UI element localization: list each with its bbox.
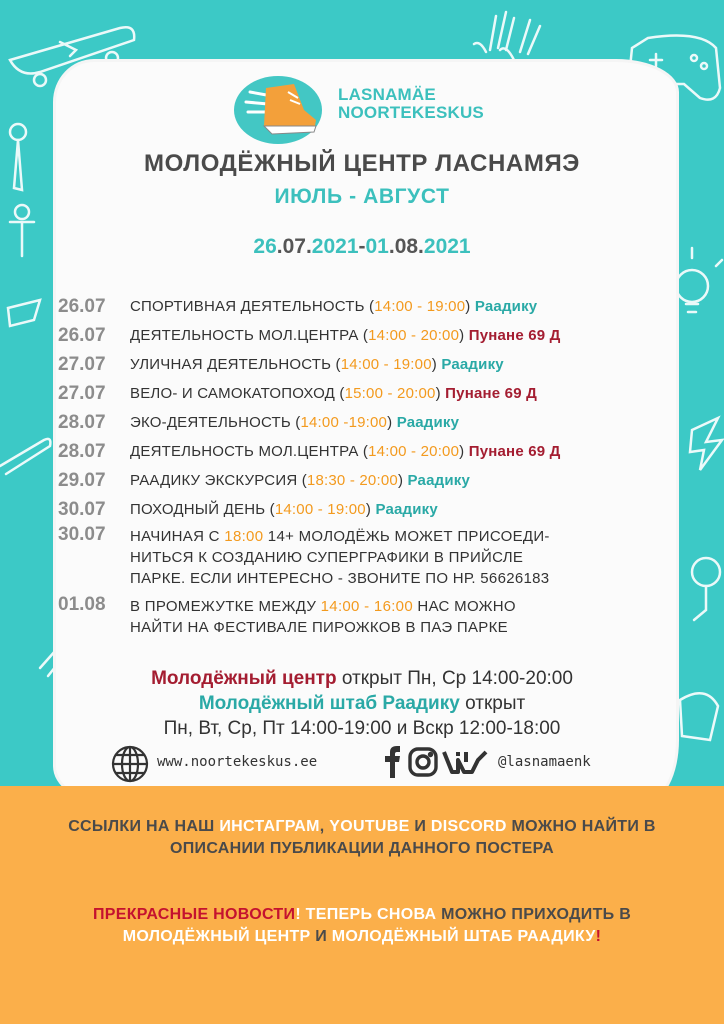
center-name: Молодёжный центр: [151, 668, 337, 689]
notice-date: 01.08: [58, 594, 106, 615]
row-time: 14:00 - 19:00: [340, 356, 432, 373]
instagram-link: ИНСТАГРАМ: [219, 818, 320, 835]
row-place: Раадику: [396, 414, 460, 431]
page-title: МОЛОДЁЖНЫЙ ЦЕНТР ЛАСНАМЯЭ: [144, 150, 580, 177]
vk-icon[interactable]: [444, 752, 486, 772]
row-close: ): [397, 472, 404, 489]
row-close: ): [459, 443, 465, 460]
row-place: Пунане 69 Д: [445, 385, 538, 402]
row-date: 28.07: [58, 441, 106, 462]
end-month: .08.: [388, 235, 424, 258]
schedule-row: [58, 412, 678, 441]
row-activity: РААДИКУ ЭКСКУРСИЯ (: [130, 472, 307, 489]
banner-text: ,: [319, 818, 330, 835]
notice-text: [130, 596, 670, 638]
hq-name: Молодёжный штаб Раадику: [198, 693, 460, 714]
row-place: Раадику: [441, 356, 504, 373]
notice-line: [130, 526, 670, 547]
notice-line1-rest: 14+ МОЛОДЁЖЬ МОЖЕТ ПРИСОЕДИ-: [263, 528, 550, 545]
schedule-row: [58, 470, 678, 499]
banner-text: И: [409, 818, 431, 835]
row-text: [130, 356, 504, 373]
row-text: [130, 414, 459, 431]
banner-news: [0, 904, 724, 948]
row-text: [130, 472, 470, 489]
logo-text: [338, 86, 484, 122]
notice-line: ПАРКЕ. ЕСЛИ ИНТЕРЕСНО - ЗВОНИТЕ ПО НР. 56626183: [130, 570, 550, 587]
date-range: [0, 235, 724, 259]
row-activity: УЛИЧНАЯ ДЕЯТЕЛЬНОСТЬ (: [130, 356, 341, 373]
notice-line1-rest: НАС МОЖНО: [412, 598, 516, 615]
banner-text: !: [595, 928, 602, 945]
row-time: 14:00 - 19:00: [374, 298, 466, 315]
website-link[interactable]: www.noortekeskus.ee: [157, 754, 318, 770]
row-activity: ПОХОДНЫЙ ДЕНЬ (: [130, 501, 275, 518]
banner-links: [0, 816, 724, 860]
notice-time: 18:00: [224, 528, 264, 545]
row-text: [130, 443, 561, 460]
banner-text: МОЛОДЁЖНЫЙ ЦЕНТР: [122, 928, 311, 945]
logo-line2: NOORTEKESKUS: [338, 103, 484, 122]
row-place: Раадику: [375, 501, 438, 518]
schedule-row: [58, 325, 678, 354]
row-place: Раадику: [407, 472, 470, 489]
row-time: 15:00 - 20:00: [344, 385, 436, 402]
hq-hours: [0, 693, 724, 715]
notice-date: 30.07: [58, 524, 106, 545]
start-day: 26: [253, 235, 277, 258]
hands-icon: [474, 12, 540, 60]
end-year: 2021: [423, 235, 471, 258]
center-hours-text: открыт Пн, Ср 14:00-20:00: [336, 668, 573, 689]
end-day: 01: [365, 235, 389, 258]
globe-icon: [110, 744, 150, 784]
banner-text: И: [310, 928, 332, 945]
schedule-row: [58, 354, 678, 383]
row-close: ): [459, 327, 465, 344]
row-date: 27.07: [58, 383, 106, 404]
row-date: 28.07: [58, 412, 106, 433]
row-date: 27.07: [58, 354, 106, 375]
schedule-row: [58, 383, 678, 412]
row-activity: ДЕЯТЕЛЬНОСТЬ МОЛ.ЦЕНТРА (: [130, 327, 369, 344]
row-time: 14:00 - 20:00: [368, 327, 460, 344]
discord-link: DISCORD: [430, 818, 507, 835]
card-doodle-icon: [8, 300, 40, 326]
row-activity: ЭКО-ДЕЯТЕЛЬНОСТЬ (: [130, 414, 301, 431]
row-date: 26.07: [58, 296, 106, 317]
row-place: Раадику: [474, 298, 538, 315]
banner-text: ОПИСАНИИ ПУБЛИКАЦИИ ДАННОГО ПОСТЕРА: [169, 840, 554, 857]
notice-line: НИТЬСЯ К СОЗДАНИЮ СУПЕРГРАФИКИ В ПРИЙСЛЕ: [130, 549, 524, 566]
banner-text: МОЛОДЁЖНЫЙ ШТАБ РААДИКУ: [331, 928, 596, 945]
row-date: 29.07: [58, 470, 106, 491]
banner-text: ССЫЛКИ НА НАШ: [68, 818, 220, 835]
news-highlight: ПРЕКРАСНЫЕ НОВОСТИ: [92, 906, 296, 923]
start-month: .07.: [276, 235, 312, 258]
page-subtitle: ИЮЛЬ - АВГУСТ: [274, 185, 450, 208]
range-dash: -: [358, 235, 366, 258]
row-text: [130, 298, 537, 315]
hq-hours-text: открыт: [459, 693, 526, 714]
row-time: 14:00 -19:00: [300, 414, 388, 431]
schedule-row: [58, 499, 678, 528]
row-time: 14:00 - 20:00: [368, 443, 460, 460]
start-year: 2021: [311, 235, 359, 258]
instagram-icon[interactable]: [410, 749, 436, 775]
row-activity: ДЕЯТЕЛЬНОСТЬ МОЛ.ЦЕНТРА (: [130, 443, 369, 460]
row-activity: СПОРТИВНАЯ ДЕЯТЕЛЬНОСТЬ (: [130, 298, 375, 315]
lightning-icon: [690, 418, 722, 470]
notice-line: НАЙТИ НА ФЕСТИВАЛЕ ПИРОЖКОВ В ПАЭ ПАРКЕ: [130, 619, 508, 636]
info-banner: [0, 786, 724, 1024]
notice-pre: В ПРОМЕЖУТКЕ МЕЖДУ: [130, 598, 321, 615]
banner-text: МОЖНО ПРИХОДИТЬ В: [441, 906, 632, 923]
row-place: Пунане 69 Д: [468, 443, 561, 460]
row-text: [130, 385, 537, 402]
social-icons: [380, 744, 496, 780]
banner-text: МОЖНО НАЙТИ В: [506, 818, 656, 835]
notice-time: 14:00 - 16:00: [320, 598, 413, 615]
notice-text: [130, 526, 670, 589]
row-close: ): [365, 501, 372, 518]
joystick-icon: [692, 558, 720, 620]
row-date: 26.07: [58, 325, 106, 346]
schedule-row: [58, 441, 678, 470]
center-hours: [0, 668, 724, 690]
row-text: [130, 327, 561, 344]
banner-text: ! ТЕПЕРЬ СНОВА: [295, 906, 442, 923]
row-close: ): [465, 298, 471, 315]
row-time: 18:30 - 20:00: [306, 472, 398, 489]
notice-line: [130, 596, 670, 617]
schedule-row: [58, 296, 678, 325]
schedule-list: [58, 296, 678, 528]
row-close: ): [387, 414, 393, 431]
row-date: 30.07: [58, 499, 106, 520]
notice-pre: НАЧИНАЯ С: [130, 528, 225, 545]
logo-line1: LASNAMÄE: [338, 85, 436, 104]
hq-times: Пн, Вт, Ср, Пт 14:00-19:00 и Вскр 12:00-18:00: [163, 718, 561, 739]
youtube-link: YOUTUBE: [329, 818, 410, 835]
row-place: Пунане 69 Д: [468, 327, 561, 344]
skateboard-small-icon: [0, 439, 50, 474]
row-close: ): [435, 385, 441, 402]
row-activity: ВЕЛО- И САМОКАТОПОХОД (: [130, 385, 345, 402]
row-time: 14:00 - 19:00: [274, 501, 366, 518]
social-handle[interactable]: @lasnamaenk: [498, 754, 591, 770]
row-text: [130, 501, 438, 518]
row-close: ): [431, 356, 437, 373]
facebook-icon[interactable]: [385, 746, 400, 778]
